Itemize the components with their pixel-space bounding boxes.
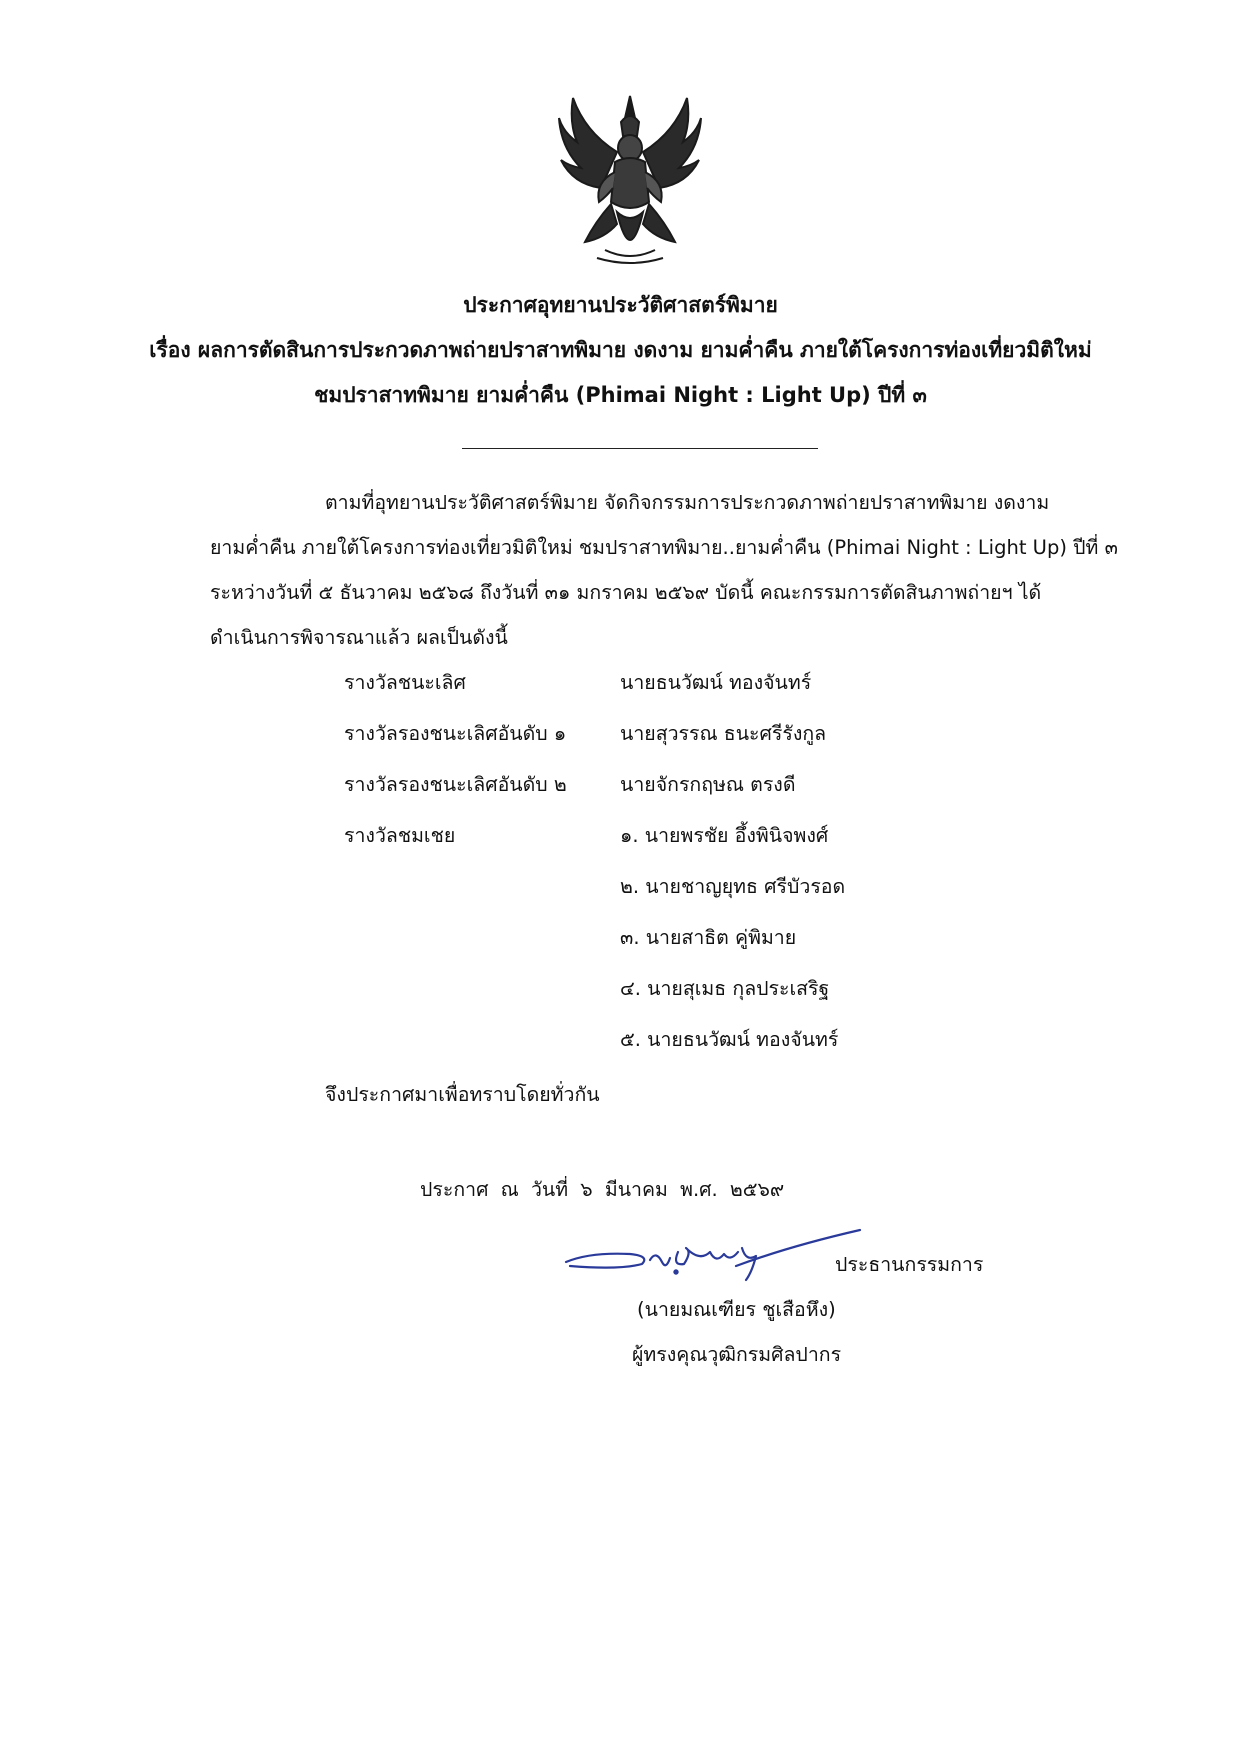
award-winner-name: ๔. นายสุเมธ กุลประเสริฐ <box>620 977 830 1000</box>
body-line: ระหว่างวันที่ ๕ ธันวาคม ๒๕๖๘ ถึงวันที่ ๓๑ มกราคม ๒๕๖๙ บัดนี้ คณะกรรมการตัดสินภาพถ่ายฯ ได้ <box>210 581 1042 604</box>
award-label: รางวัลรองชนะเลิศอันดับ ๒ <box>344 773 567 796</box>
award-winner-name: ๓. นายสาธิต คู่พิมาย <box>620 926 797 949</box>
award-winner-name: ๕. นายธนวัฒน์ ทองจันทร์ <box>620 1028 839 1051</box>
award-winner-name: นายจักรกฤษณ ตรงดี <box>620 773 796 796</box>
award-label: รางวัลรองชนะเลิศอันดับ ๑ <box>344 722 567 745</box>
body-line: ตามที่อุทยานประวัติศาสตร์พิมาย จัดกิจกรรมการประกวดภาพถ่ายปราสาทพิมาย งดงาม <box>325 491 1050 514</box>
announcement-date: ประกาศ ณ วันที่ ๖ มีนาคม พ.ศ. ๒๕๖๙ <box>420 1178 785 1201</box>
award-winner-name: นายสุวรรณ ธนะศรีรังกูล <box>620 722 827 745</box>
page-title: ประกาศอุทยานประวัติศาสตร์พิมาย <box>463 293 778 317</box>
award-winner-name: ๑. นายพรชัย อึ้งพินิจพงศ์ <box>620 824 829 847</box>
title-divider <box>462 448 818 449</box>
closing-statement: จึงประกาศมาเพื่อทราบโดยทั่วกัน <box>325 1083 600 1106</box>
signature-image <box>560 1222 870 1292</box>
award-label: รางวัลชนะเลิศ <box>344 671 466 694</box>
signatory-position: ผู้ทรงคุณวุฒิกรมศิลปากร <box>632 1343 842 1366</box>
signatory-title: ประธานกรรมการ <box>835 1253 984 1276</box>
award-winner-name: ๒. นายชาญยุทธ ศรีบัวรอด <box>620 875 846 898</box>
award-label: รางวัลชมเชย <box>344 824 456 847</box>
subject-line-2: ชมปราสาทพิมาย ยามค่ำคืน (Phimai Night : Light Up) ปีที่ ๓ <box>314 383 927 407</box>
signatory-name: (นายมณเฑียร ชูเสือหึง) <box>637 1298 836 1321</box>
subject-line-1: เรื่อง ผลการตัดสินการประกวดภาพถ่ายปราสาทพิมาย งดงาม ยามค่ำคืน ภายใต้โครงการท่องเที่ยวมิติใหม่ <box>149 338 1092 362</box>
award-winner-name: นายธนวัฒน์ ทองจันทร์ <box>620 671 812 694</box>
garuda-emblem-icon <box>555 92 705 270</box>
body-line: ยามค่ำคืน ภายใต้โครงการท่องเที่ยวมิติใหม่ ชมปราสาทพิมาย..ยามค่ำคืน (Phimai Night : Light Up) ปีที่ ๓ <box>210 536 1118 559</box>
body-line: ดำเนินการพิจารณาแล้ว ผลเป็นดังนี้ <box>210 626 508 649</box>
